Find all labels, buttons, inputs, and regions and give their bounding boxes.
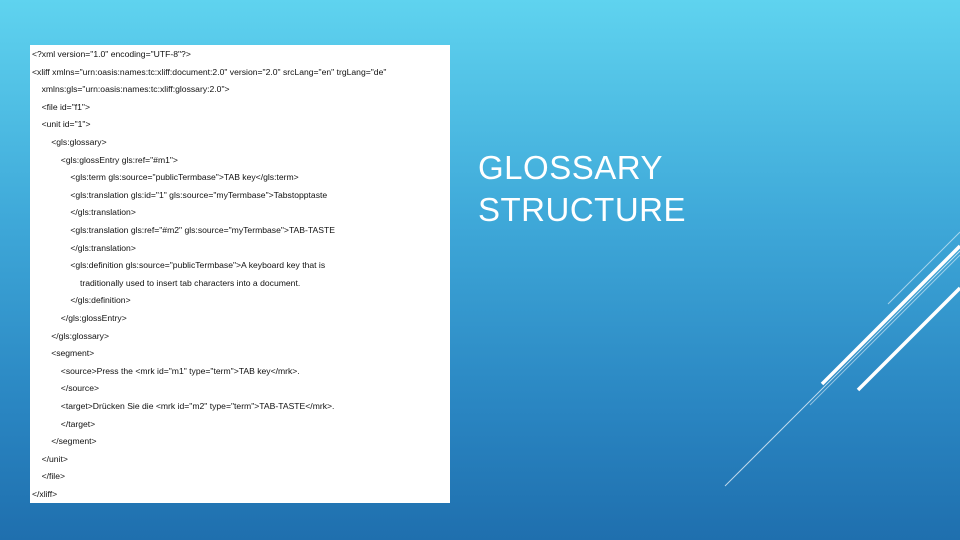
- code-line: <gls:glossEntry gls:ref="#m1">: [60, 154, 178, 165]
- code-line: <gls:translation gls:ref="#m2" gls:source="myTermbase">TAB-TASTE: [70, 225, 335, 235]
- decorative-line: [725, 251, 960, 486]
- code-line: </gls:definition>: [70, 295, 131, 306]
- code-line: </gls:glossary>: [51, 330, 109, 341]
- code-line: </unit>: [41, 453, 68, 464]
- code-line: <file id="f1">: [41, 101, 90, 112]
- decorative-line: [888, 232, 960, 304]
- code-line: </xliff>: [32, 489, 58, 499]
- decorative-line: [810, 255, 960, 405]
- code-line: <xliff xmlns="urn:oasis:names:tc:xliff:document:2.0" version="2.0" srcLang="en" trgLang="de": [32, 66, 387, 77]
- decorative-line: [858, 288, 960, 390]
- code-line: <gls:glossary>: [51, 137, 107, 147]
- code-line: <unit id="1">: [41, 119, 91, 130]
- code-line: <gls:translation gls:id="1" gls:source="myTermbase">Tabstopptaste: [70, 189, 328, 200]
- code-line: </target>: [60, 418, 96, 429]
- code-line: </gls:translation>: [70, 207, 136, 218]
- code-line: xmlns:gls="urn:oasis:names:tc:xliff:glossary:2.0">: [41, 84, 230, 95]
- code-line: </gls:translation>: [70, 242, 136, 253]
- code-line: <source>Press the <mrk id="m1" type="term">TAB key</mrk>.: [60, 365, 300, 376]
- code-line: </source>: [60, 383, 100, 394]
- code-line: traditionally used to insert tab characters into a document.: [80, 277, 301, 288]
- code-line: </file>: [41, 471, 66, 482]
- code-line: <segment>: [51, 348, 95, 359]
- slide-title-line-1: GLOSSARY: [478, 149, 663, 186]
- code-line: <gls:term gls:source="publicTermbase">TAB key</gls:term>: [70, 172, 299, 183]
- code-line: <?xml version="1.0" encoding="UTF-8"?>: [32, 49, 191, 59]
- code-line: </segment>: [51, 436, 97, 447]
- code-line: <target>Drücken Sie die <mrk id="m2" type="term">TAB-TASTE</mrk>.: [60, 401, 335, 411]
- code-line: <gls:definition gls:source="publicTermbase">A keyboard key that is: [70, 260, 326, 271]
- slide-title-line-2: STRUCTURE: [478, 191, 686, 228]
- decorative-line: [822, 246, 960, 384]
- code-line: </gls:glossEntry>: [60, 313, 127, 323]
